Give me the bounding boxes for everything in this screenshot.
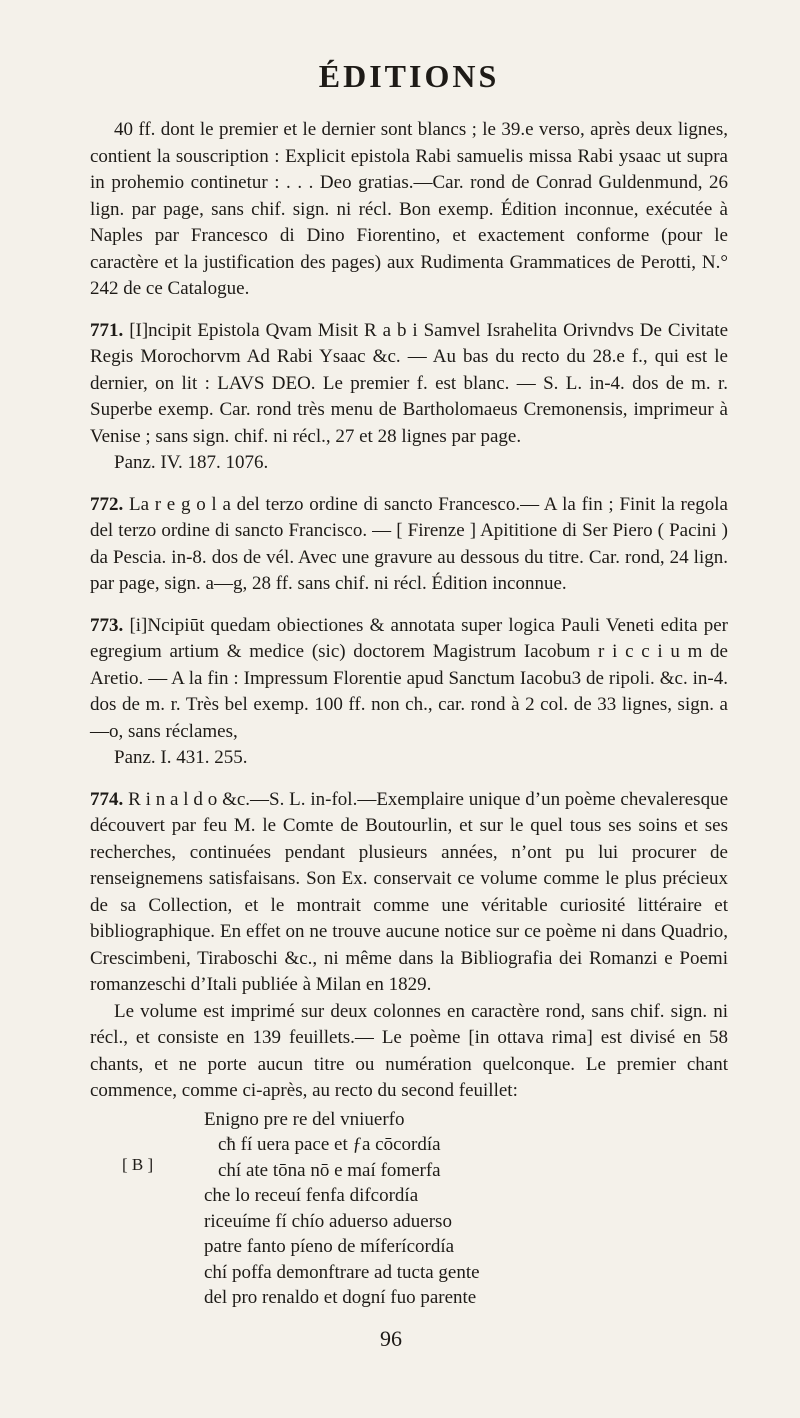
verse-line: chí poffa demonftrare ad tucta gente (204, 1261, 480, 1283)
entry-body: La r e g o l a del terzo ordine di sancto Francesco.— A la fin ; Finit la regola del terzo ordine di sancto Francisco. — [ Firenze ] Apititione di Ser Piero ( Pacini ) da Pescia. in-8. dos de vél. Avec une gravure au dessous du titre. Car. rond, 24 lign. par page, sign. a—g, 28 ff. sans chif. ni récl. Édition inconnue. (90, 493, 728, 594)
entry-text (90, 492, 728, 598)
entry-text (90, 318, 728, 451)
verse-line: patre fanto píeno de míferícordía (204, 1236, 455, 1257)
catalog-entry (90, 492, 728, 598)
verse-block (122, 1107, 728, 1311)
catalog-entry (90, 318, 728, 477)
entry-number: 772. (90, 493, 124, 515)
entry-body: [i]Ncipiūt quedam obiectiones & annotata super logica Pauli Veneti edita per egregium artium & medice (sic) doctorem Magistrum Iacobum r i c c i u m de Aretio. — A la fin : Impressum Florentie apud Sanctum Iacobu3 de ripoli. &c. in-4. dos de m. r. Très bel exemp. 100 ff. non ch., car. rond à 2 col. de 33 lignes, sign. a—o, sans réclames, (90, 614, 729, 742)
entry-reference: Panz. IV. 187. 1076. (114, 452, 269, 473)
entry-reference: Panz. I. 431. 255. (114, 747, 248, 768)
entry-text (90, 613, 728, 746)
entry-body: [I]ncipit Epistola Qvam Misit R a b i Samvel Israhelita Orivndvs De Civitate Regis Morochorvm Ad Rabi Ysaac &c. — Au bas du recto du 28.e f., qui est le dernier, on lit : LAVS DEO. Le premier f. est blanc. — S. L. in-4. dos de m. r. Superbe exemp. Car. rond très menu de Bartholomaeus Cremonensis, imprimeur à Venise ; sans sign. chif. ni récl., 27 et 28 lignes par page. (90, 319, 729, 447)
verse-line: Enigno pre re del vniuerfo (204, 1108, 405, 1130)
catalog-entry (90, 613, 728, 772)
verse-line: che lo receuí fenfa difcordía (204, 1185, 419, 1206)
entry-text-continued: Le volume est imprimé sur deux colonnes en caractère rond, sans chif. sign. ni récl., et consiste en 139 feuillets.— Le poème [in ottava rima] est divisé en 58 chants, et ne porte aucun titre ou numération quelconque. Le premier chant commence, comme ci-après, au recto du second feuillet: (90, 1000, 728, 1101)
catalog-entry (90, 117, 728, 303)
entry-number: 771. (90, 319, 124, 341)
verse-line: chí ate tōna nō e maí fomerfa (218, 1159, 441, 1181)
page-title: ÉDITIONS (318, 58, 500, 94)
catalog-entry (90, 787, 728, 1311)
entry-text (90, 787, 728, 999)
entry-body: R i n a l d o &c.—S. L. in-fol.—Exemplaire unique d’un poème chevaleresque découvert par feu M. le Comte de Boutourlin, et sur le quel tous ses soins et ses recherches, continuées pendant plusieurs années, n’ont pu lui procurer de renseignemens satisfaisans. Son Ex. conservait ce volume comme le plus précieux de sa Collection, et le montrait comme une véritable curiosité littéraire et bibliographique. En effet on ne trouve aucune notice sur ce poème ni dans Quadrio, Crescimbeni, Tiraboschi &c., ni même dans la Bibliografia dei Romanzi e Poemi romanzeschi d’Itali publiée à Milan en 1829. (90, 788, 729, 995)
entry-text: 40 ff. dont le premier et le dernier sont blancs ; le 39.e verso, après deux lignes, contient la souscription : Explicit epistola Rabi samuelis missa Rabi ysaac ut supra in prohemio continetur : . . . Deo gratias.—Car. rond de Conrad Guldenmund, 26 lign. par page, sans chif. sign. ni récl. Bon exemp. Édition inconnue, exécutée à Naples par Francesco di Dino Fiorentino, et exactement conforme (pour le caractère et la justification des pages) aux Rudimenta Grammatices de Perotti, N.° 242 de ce Catalogue. (90, 119, 728, 299)
folio-number: 96 (380, 1325, 402, 1351)
signature-mark: [ B ] (122, 1154, 154, 1174)
entry-number: 773. (90, 614, 124, 636)
entry-number: 774. (90, 788, 124, 810)
verse-line: del pro renaldo et dogní fuo parente (204, 1287, 477, 1308)
verse-line: riceuíme fí chío aduerso aduerso (204, 1210, 452, 1232)
verse-line: cħ fí uera pace et ƒa cōcordía (218, 1134, 441, 1155)
